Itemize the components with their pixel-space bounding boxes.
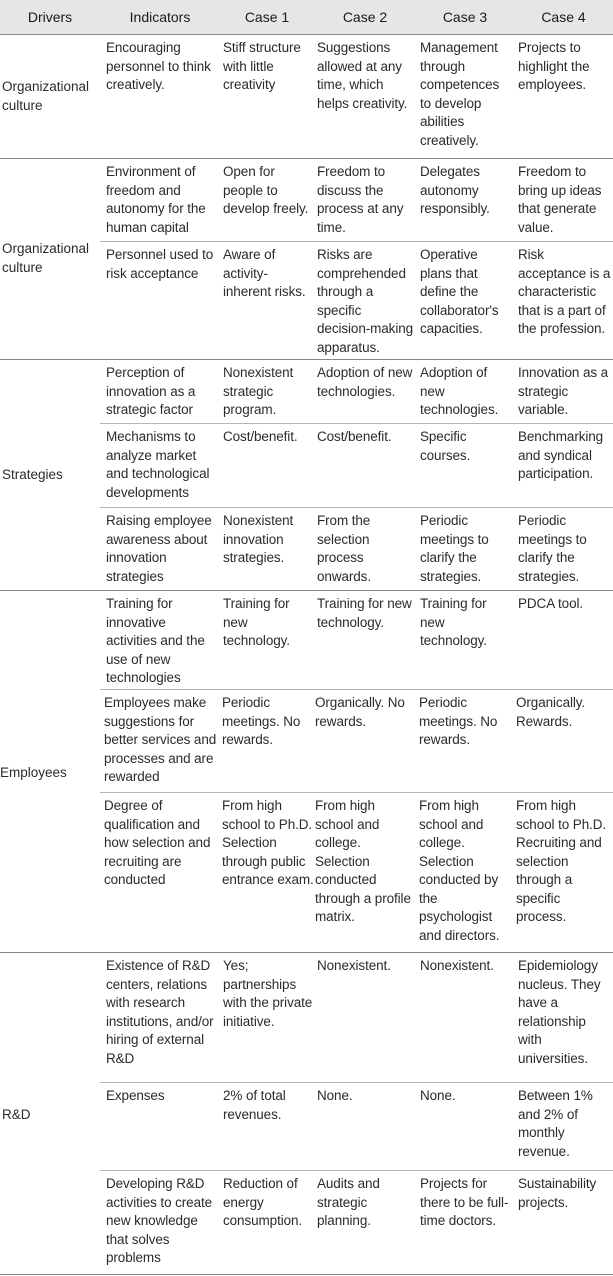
case-3-cell: Periodic meetings to clarify the strategies. [420,513,489,584]
table-row [100,953,613,1082]
case-3-cell: Specific courses. [420,429,471,463]
indicator-cell: Personnel used to risk acceptance [106,247,214,281]
case-2-cell: Risks are comprehended through a specific decision-making apparatus. [317,247,414,355]
indicator-cell: Employees make suggestions for better services and processes and are rewarded [104,695,217,784]
indicator-cell: Raising employee awareness about innovation strategies [106,513,212,584]
case-3-cell: Adoption of new technologies. [420,365,499,417]
case-3-cell: Training for new technology. [420,596,487,648]
indicator-cell: Developing R&D activities to create new knowledge that solves problems [106,1176,213,1265]
header-case-1: Case 1 [244,9,290,25]
case-1-cell: Periodic meetings. No rewards. [222,695,301,747]
case-4-cell: Benchmarking and syndical participation. [518,429,604,481]
table-row [100,360,613,423]
case-1-cell: Stiff structure with little creativity [223,40,301,92]
case-2-cell: Organically. No rewards. [315,695,405,729]
case-3-cell: None. [420,1088,456,1103]
indicator-cell: Environment of freedom and autonomy for the human capital [106,164,206,235]
case-1-cell: From high school to Ph.D. Selection through public entrance exam. [222,798,314,887]
driver-label: R&D [2,1107,31,1122]
indicator-cell: Encouraging personnel to think creatively. [106,40,211,92]
case-1-cell: 2% of total revenues. [223,1088,286,1122]
indicator-cell: Training for innovative activities and the use of new technologies [106,596,205,685]
indicator-cell: Existence of R&D centers, relations with research institutions, and/or hiring of external R&D [106,958,214,1066]
case-1-cell: Reduction of energy consumption. [223,1176,303,1228]
case-2-cell: From the selection process onwards. [317,513,371,584]
table-row [100,1170,613,1274]
header-case-2: Case 2 [342,9,388,25]
header-case-3: Case 3 [442,9,488,25]
case-2-cell: Cost/benefit. [317,429,392,444]
case-3-cell: Projects for there to be full-time doctors. [420,1176,509,1228]
case-2-cell: Training for new technology. [317,596,412,630]
table-row [100,423,613,507]
case-4-cell: Projects to highlight the employees. [518,40,590,92]
case-4-cell: Epidemiology nucleus. They have a relationship with universities. [518,958,601,1066]
case-4-cell: Between 1% and 2% of monthly revenue. [518,1088,593,1159]
driver-label: Employees [0,765,67,780]
case-2-cell: Freedom to discuss the process at any time. [317,164,404,235]
case-1-cell: Aware of activity-inherent risks. [223,247,306,299]
case-3-cell: Periodic meetings. No rewards. [419,695,498,747]
case-3-cell: From high school and college. Selection conducted by the psychologist and directors. [419,798,500,943]
table-row [100,241,613,359]
case-2-cell: None. [317,1088,353,1103]
case-1-cell: Yes; partnerships with the private initiative. [223,958,313,1029]
case-2-cell: From high school and college. Selection conducted through a profile matrix. [315,798,411,924]
case-4-cell: From high school to Ph.D. Recruiting and selection through a specific process. [516,798,607,924]
case-1-cell: Training for new technology. [223,596,290,648]
table-row [100,792,613,952]
case-4-cell: Periodic meetings to clarify the strategies. [518,513,587,584]
case-2-cell: Suggestions allowed at any time, which helps creativity. [317,40,408,111]
case-2-cell: Adoption of new technologies. [317,365,413,399]
case-2-cell: Audits and strategic planning. [317,1176,380,1228]
driver-group-rnd [0,953,613,1275]
table-row [100,35,613,158]
driver-group-employees [0,591,613,953]
table-row [100,159,613,241]
table-header [0,0,613,35]
case-4-cell: Sustainability projects. [518,1176,597,1210]
case-3-cell: Delegates autonomy responsibly. [420,164,490,216]
case-3-cell: Nonexistent. [420,958,494,973]
case-4-cell: Organically. Rewards. [516,695,586,729]
case-2-cell: Nonexistent. [317,958,391,973]
driver-group-strategies [0,360,613,591]
header-case-4: Case 4 [541,9,586,25]
case-3-cell: Management through competences to develop abilities creatively. [420,40,500,148]
driver-group-organizational-culture [0,35,613,159]
driver-label: Organizational culture [2,79,90,113]
case-4-cell: Risk acceptance is a characteristic that is a part of the profession. [518,247,611,336]
case-3-cell: Operative plans that define the collaborator's capacities. [420,247,499,336]
case-1-cell: Cost/benefit. [223,429,298,444]
table-row [100,507,613,590]
driver-label: Strategies [2,467,63,482]
case-1-cell: Nonexistent innovation strategies. [223,513,294,565]
case-4-cell: Innovation as a strategic variable. [518,365,609,417]
indicator-cell: Perception of innovation as a strategic factor [106,365,196,417]
case-4-cell: PDCA tool. [518,596,584,611]
case-1-cell: Nonexistent strategic program. [223,365,294,417]
table-row [100,1082,613,1170]
driver-group-organizational-culture-2 [0,159,613,360]
case-4-cell: Freedom to bring up ideas that generate value. [518,164,602,235]
case-1-cell: Open for people to develop freely. [223,164,309,216]
table-row [100,591,613,689]
table-row [100,689,613,792]
indicator-cell: Expenses [106,1088,165,1103]
header-indicators: Indicators [129,9,191,25]
indicator-cell: Degree of qualification and how selection and recruiting are conducted [104,798,211,887]
header-drivers: Drivers [27,9,73,25]
indicator-cell: Mechanisms to analyze market and technological developments [106,429,210,500]
driver-label: Organizational culture [2,241,90,275]
